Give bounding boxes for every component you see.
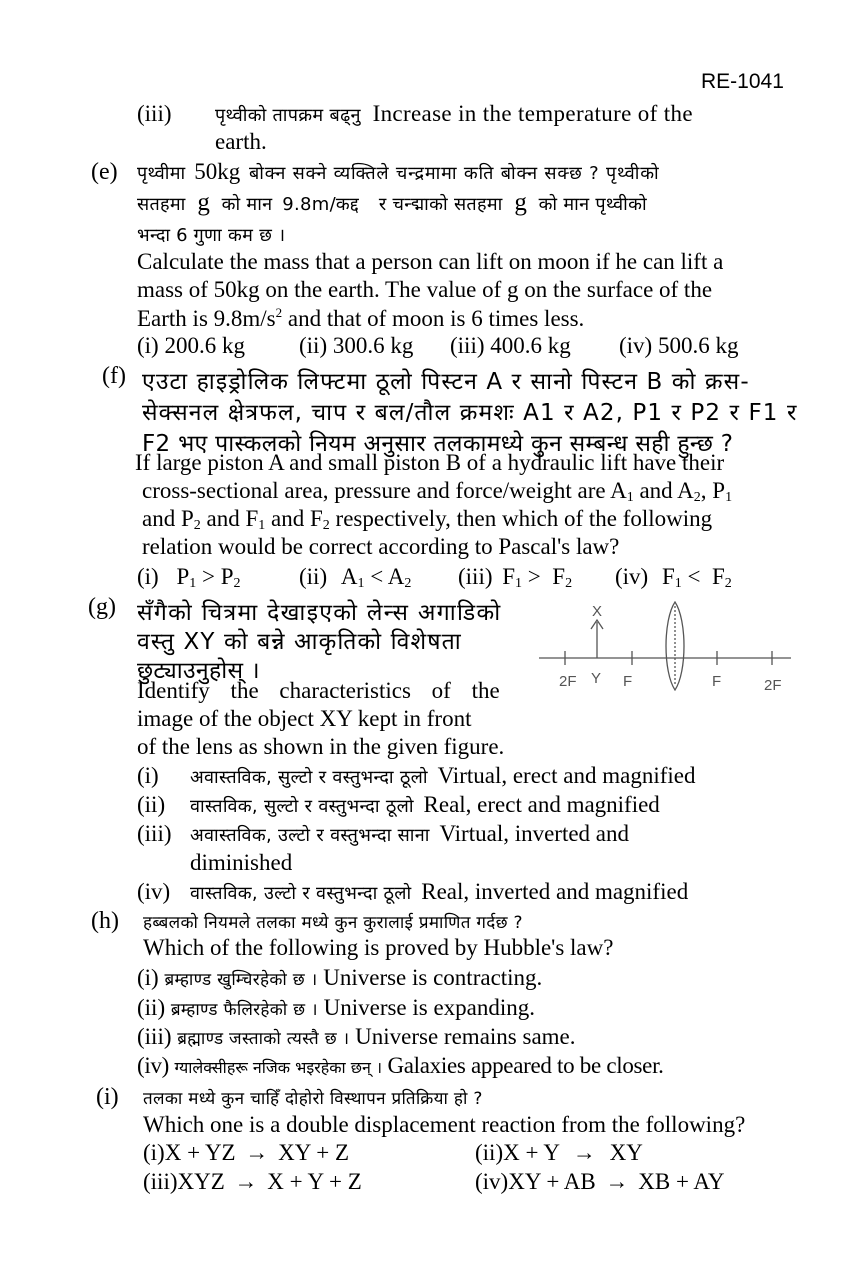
text-segment: respectively, then which of the following <box>335 506 713 531</box>
option-text-english: Real, erect and magnified <box>423 792 660 817</box>
text-segment: बोक्न सक्ने व्यक्तिले चन्द्रमामा कति बोक्न सक्छ ? पृथ्वीको <box>248 163 660 184</box>
question-g-label: (g) <box>88 594 116 620</box>
question-f-nepali-line-3: F2 भए पास्कलको नियम अनुसार तलकामध्ये कुन सम्बन्ध सही हुन्छ ? <box>142 431 734 457</box>
question-f-nepali-line-2: सेक्सनल क्षेत्रफल, चाप र बल/तौल क्रमशः A1 र A2, P1 र P2 र F1 र <box>142 400 798 426</box>
subscript: 1 <box>357 576 365 591</box>
text-segment: g <box>197 189 210 216</box>
option-text-nepali: ब्रम्हाण्ड फैलिरहेको छ । <box>170 1000 318 1020</box>
text-segment: cross-sectional area, pressure and force/weight are <box>142 478 606 503</box>
option-label: (i) <box>143 1140 165 1165</box>
question-e-english-line-2: mass of 50kg on the earth. The value of g on the surface of the <box>137 277 713 302</box>
option-label: (iv) <box>137 879 171 904</box>
option-label: (ii) <box>137 995 166 1020</box>
text-segment: 50kg <box>194 159 241 184</box>
symbol: A <box>610 478 627 503</box>
label-x: X <box>592 603 603 620</box>
question-e-label: (e) <box>91 159 118 185</box>
option-text-english: Universe is contracting. <box>323 965 543 990</box>
question-h-nepali: हब्बलको नियमले तलका मध्ये कुन कुरालाई प्रमाणित गर्दछ ? <box>143 913 523 933</box>
option-label: (iii) <box>137 821 172 846</box>
question-g-option-iii-text <box>190 821 629 847</box>
option-text-nepali: वास्तविक, सुल्टो र वस्तुभन्दा ठूलो <box>190 796 414 817</box>
text-segment: and <box>271 506 305 531</box>
reaction-reactants: XY + AB <box>508 1169 596 1194</box>
question-d-option-iii <box>137 101 172 127</box>
reaction-products: XY + Z <box>278 1140 349 1165</box>
question-g-option-iv <box>137 879 170 905</box>
question-g-english-line-3: of the lens as shown in the given figure. <box>137 734 505 759</box>
question-e-nepali-line-3 <box>137 221 285 247</box>
symbol: A <box>677 478 694 503</box>
question-i-nepali: तलका मध्ये कुन चाहिँ दोहोरो विस्थापन प्रतिक्रिया हो ? <box>143 1089 483 1109</box>
reaction-reactants: X + Y <box>503 1140 560 1165</box>
question-f-option-ii <box>299 564 411 592</box>
arrow-icon: → <box>234 1169 258 1194</box>
question-h-english: Which of the following is proved by Hubble's law? <box>143 935 614 960</box>
question-g-option-ii-text <box>190 792 660 818</box>
subscript: 2 <box>233 576 241 591</box>
option-expression <box>662 564 732 589</box>
text-segment: पृथ्वीमा <box>137 163 186 184</box>
option-label: (ii) <box>137 792 166 817</box>
question-e-option-ii: (ii) 300.6 kg <box>299 333 414 358</box>
question-d-option-iii-text <box>215 101 693 127</box>
paper-code: RE-1041 <box>701 70 784 93</box>
option-label: (ii) <box>299 564 328 589</box>
option-text-nepali: ग्यालेक्सीहरू नजिक भइरहेका छन् । <box>174 1058 383 1077</box>
symbol: A <box>387 564 405 589</box>
question-f-english-line-4: relation would be correct according to Pascal's law? <box>142 534 620 559</box>
option-text-nepali: अवास्तविक, उल्टो र वस्तुभन्दा साना <box>190 825 430 846</box>
question-f-option-iii <box>458 564 572 592</box>
symbol-p1 <box>712 478 732 503</box>
subscript: 2 <box>724 576 732 591</box>
question-f-option-iv <box>615 564 732 592</box>
symbol: F <box>661 564 675 589</box>
question-i-option-ii <box>475 1140 643 1166</box>
text-segment: and <box>142 506 176 531</box>
question-h-option-iv <box>137 1053 664 1079</box>
question-e-nepali-line-1 <box>137 159 660 185</box>
subscript: 2 <box>322 518 330 533</box>
text-segment: को मान <box>221 194 273 215</box>
label-2f-right: 2F <box>764 677 782 694</box>
symbol-f1 <box>245 506 265 531</box>
option-label: (i) <box>137 564 159 589</box>
question-f-english-line-1: If large piston A and small piston B of a hydraulic lift have their <box>135 450 725 475</box>
question-h-option-ii <box>137 995 535 1021</box>
subscript: 1 <box>189 576 197 591</box>
option-text-english: Universe is expanding. <box>323 995 536 1020</box>
question-g-english-line-2: image of the object XY kept in front <box>137 706 472 731</box>
text-segment: भन्दा <box>137 225 171 246</box>
text-segment: गुणा कम छ । <box>193 225 286 246</box>
subscript: 2 <box>693 490 701 505</box>
question-f-label: (f) <box>102 363 126 389</box>
lens-diagram <box>535 598 795 698</box>
question-f-option-i <box>137 564 241 592</box>
question-g-nepali-line-3: छुट्याउनुहोस् । <box>137 658 260 684</box>
option-text-nepali: अवास्तविक, सुल्टो र वस्तुभन्दा ठूलो <box>190 767 428 788</box>
question-f-english-line-2 <box>142 478 732 506</box>
subscript: 2 <box>404 576 412 591</box>
symbol: < <box>370 564 384 589</box>
text-segment: 9.8m/कद्द <box>282 194 360 215</box>
question-h-option-iii <box>137 1024 576 1050</box>
subscript: 1 <box>674 576 682 591</box>
option-label: (ii) <box>475 1140 504 1165</box>
option-text-english: Galaxies appeared to be closer. <box>387 1053 664 1078</box>
option-text-nepali: ब्रम्हाण्ड खुम्चिरहेको छ । <box>164 970 318 990</box>
subscript: 1 <box>258 518 266 533</box>
symbol: F <box>712 564 725 589</box>
option-expression <box>341 564 411 589</box>
option-label: (i) <box>137 763 159 788</box>
question-f-nepali-line-1: एउटा हाइड्रोलिक लिफ्टमा ठूलो पिस्टन A र सानो पिस्टन B को क्रस- <box>142 369 750 395</box>
option-text-nepali: ब्रह्माण्ड जस्ताको त्यस्तै छ । <box>177 1029 350 1049</box>
question-g-nepali-line-1: सँगैको चित्रमा देखाइएको लेन्स अगाडिको <box>137 600 502 626</box>
reaction-products: XB + AY <box>638 1169 725 1194</box>
symbol: F <box>310 506 323 531</box>
question-g-option-iii <box>137 821 172 847</box>
text-segment: and <box>639 478 673 503</box>
label-f-left: F <box>623 673 633 690</box>
question-i-english: Which one is a double displacement reaction from the following? <box>143 1112 746 1137</box>
question-i-option-iv <box>475 1169 725 1195</box>
option-label: (iv) <box>137 1053 170 1078</box>
symbol: P <box>180 506 194 531</box>
symbol: F <box>245 506 259 531</box>
reaction-reactants: X + YZ <box>164 1140 236 1165</box>
question-g-nepali-line-2: वस्तु XY को बन्ने आकृतिको विशेषता <box>137 629 462 655</box>
subscript: 2 <box>193 518 201 533</box>
option-label: (iii) <box>137 1024 172 1049</box>
text-segment: सतहमा <box>137 194 186 215</box>
option-text-nepali: वास्तविक, उल्टो र वस्तुभन्दा ठूलो <box>190 883 412 904</box>
option-expression <box>502 564 572 589</box>
question-e-english-line-1: Calculate the mass that a person can lift on moon if he can lift a <box>137 249 724 274</box>
question-i-option-i <box>143 1140 349 1166</box>
symbol: P <box>712 478 726 503</box>
symbol: P <box>176 564 190 589</box>
symbol-a2: $A_2$, <box>677 478 707 505</box>
question-h-label: (h) <box>91 908 119 934</box>
symbol-f2 <box>310 506 330 531</box>
subscript: 2 <box>565 576 573 591</box>
option-text-nepali: पृथ्वीको तापक्रम बढ्नु <box>215 105 361 126</box>
question-i-label: (i) <box>96 1084 119 1110</box>
symbol: > <box>527 564 541 589</box>
question-e-option-i: (i) 200.6 kg <box>137 333 245 358</box>
option-text-english: Virtual, inverted and <box>439 821 630 846</box>
question-d-option-iii-cont: earth. <box>215 129 267 154</box>
option-label: (i) <box>137 965 159 990</box>
option-label: (iv) <box>615 564 649 589</box>
question-g-option-iv-text <box>190 879 688 905</box>
text-segment: 6 <box>176 225 188 246</box>
question-g-option-iii-cont: diminished <box>190 850 293 875</box>
symbol: A <box>340 564 358 589</box>
text-segment: g <box>514 189 527 216</box>
option-text-english: Real, inverted and magnified <box>421 879 689 904</box>
option-text-english: Universe remains same. <box>355 1024 576 1049</box>
option-label: (iii) <box>137 101 172 126</box>
question-g-english-line-1: Identify the characteristics of the <box>137 678 500 703</box>
question-e-option-iii: (iii) 400.6 kg <box>450 333 571 358</box>
subscript: 1 <box>626 490 634 505</box>
question-e-option-iv: (iv) 500.6 kg <box>619 333 739 358</box>
option-label: (iii) <box>143 1169 178 1194</box>
question-g-option-ii <box>137 792 165 818</box>
symbol: F <box>552 564 566 589</box>
option-text-english: Virtual, erect and magnified <box>437 763 696 788</box>
option-text-english: Increase in the temperature of the <box>372 101 693 126</box>
label-2f-left: 2F <box>559 673 577 690</box>
arrow-icon: → <box>572 1140 596 1165</box>
reaction-products: XY <box>609 1140 643 1165</box>
subscript: 1 <box>515 576 523 591</box>
option-label: (iii) <box>458 564 493 589</box>
option-expression <box>176 564 240 589</box>
reaction-products: X + Y + Z <box>267 1169 362 1194</box>
text-segment: को मान पृथ्वीको <box>538 194 647 215</box>
symbol-p2 <box>181 506 201 531</box>
question-f-english-line-3 <box>142 506 712 534</box>
text-segment: and <box>206 506 240 531</box>
symbol: < <box>687 564 701 589</box>
symbol: F <box>502 564 516 589</box>
question-e-nepali-line-2 <box>137 189 647 217</box>
reaction-reactants: XYZ <box>177 1169 225 1194</box>
text-segment: र चन्द्माको सतहमा <box>378 194 503 215</box>
label-y: Y <box>591 670 602 687</box>
subscript: 1 <box>725 490 733 505</box>
question-e-english-line-3 <box>137 305 584 332</box>
label-f-right: F <box>712 673 722 690</box>
question-h-option-i <box>137 965 542 991</box>
option-label: (iv) <box>475 1169 509 1194</box>
symbol: P <box>220 564 234 589</box>
text-segment: and that of moon is 6 times less. <box>282 306 585 331</box>
question-i-option-iii <box>143 1169 362 1195</box>
arrow-icon: → <box>605 1169 629 1194</box>
arrow-icon: → <box>245 1140 269 1165</box>
text-segment: Earth is 9.8m/s <box>137 306 276 331</box>
question-g-option-i-text <box>190 763 695 789</box>
symbol: > <box>202 564 215 589</box>
superscript: 2 <box>275 305 283 320</box>
symbol-a1 <box>610 478 634 503</box>
question-g-option-i <box>137 763 159 789</box>
